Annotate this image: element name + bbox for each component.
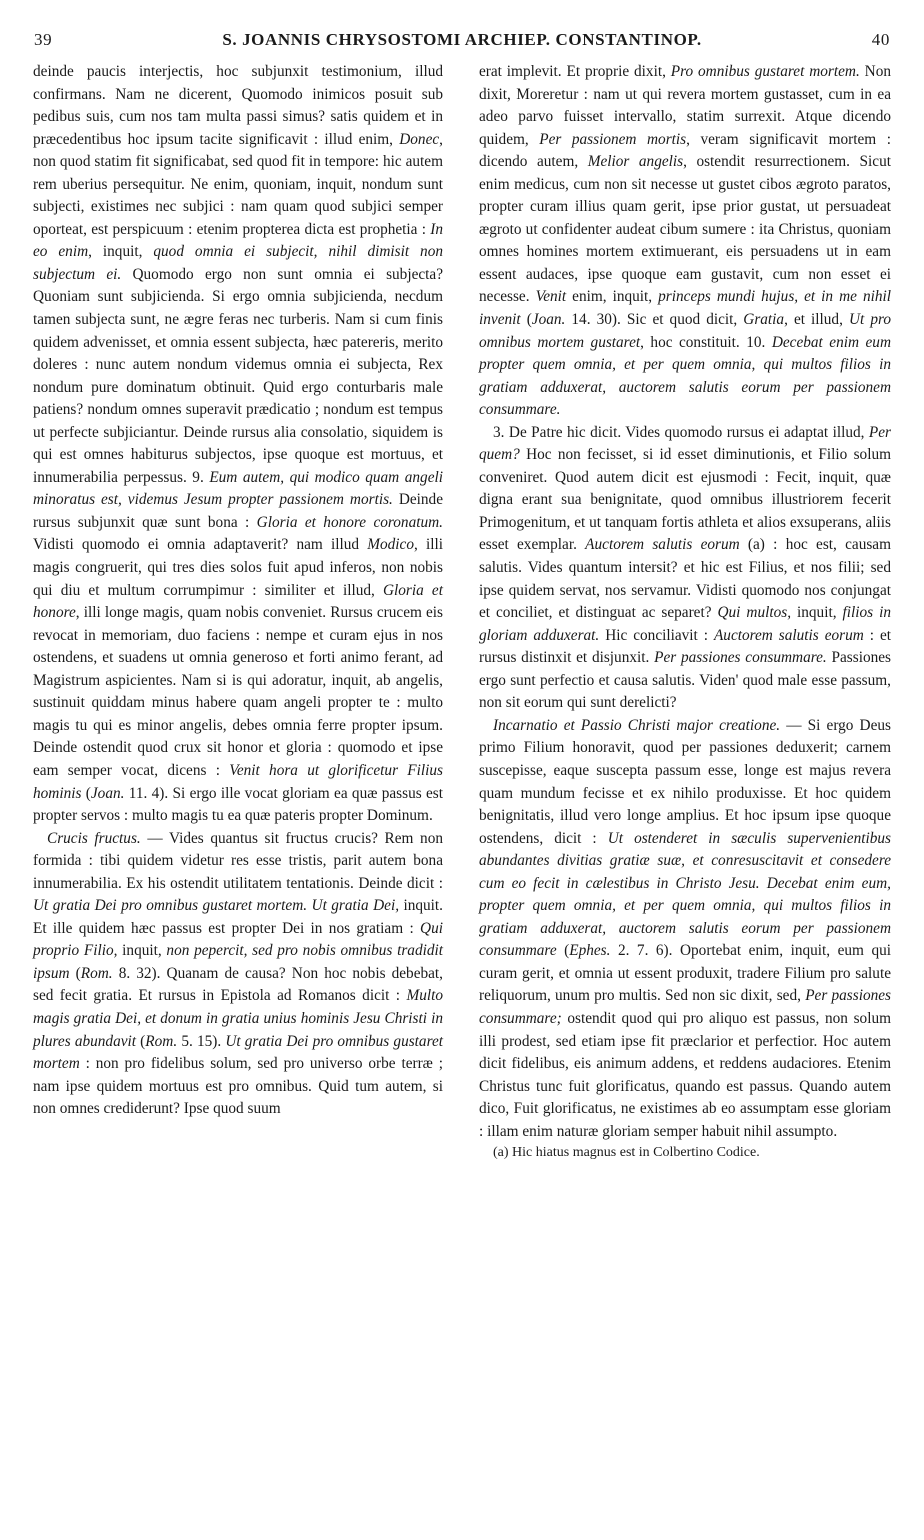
body-text: : et rursus distinxit et disjunxit. xyxy=(479,626,891,667)
body-text: , veram significavit mortem : dicendo autem, xyxy=(479,130,891,171)
body-text: , et illud, xyxy=(784,311,849,329)
body-text: ( xyxy=(81,784,91,802)
body-text: ( xyxy=(136,1032,146,1050)
body-text: inquit, xyxy=(117,942,167,960)
body-text: ( xyxy=(556,942,570,960)
italic-text: Gloria et honore coronatum. xyxy=(256,513,443,531)
paragraph xyxy=(479,715,891,1143)
body-text: Vidisti quomodo ei omnia adaptaverit? nam illud xyxy=(33,536,368,554)
paragraph xyxy=(33,61,443,828)
italic-text: Auctorem salutis eorum xyxy=(585,536,740,554)
italic-text: Donec xyxy=(399,130,440,148)
italic-text: Qui multos, xyxy=(717,604,792,622)
body-text: erat implevit. Et proprie dixit, xyxy=(479,63,671,80)
body-text: enim, inquit, xyxy=(566,288,659,306)
footnote: (a) Hic hiatus magnus est in Colbertino Codice. xyxy=(493,1145,760,1161)
italic-text: Modico xyxy=(367,536,414,554)
body-text: — Si ergo Deus primo Filium honoravit, quod per passiones deduxerit; carnem suscepisse, eaque suscepta passum esse, longe est majus revera quam mundum fecisse et ex nihilo produxisse. Et hoc quidem benignitatis, illud vero longe amplius. Et hoc ipsum ipse quoque ostendens, dicit : xyxy=(479,716,891,847)
body-text: Non dixit, Moreretur : nam ut qui revera mortem gustasset, cum in ea adeo parvo fuisset intervallo, statim surrexit. Atque dicendo quidem, xyxy=(479,63,892,148)
italic-text: Multo magis gratia Dei, et donum in gratia unius hominis Jesu Christi in plures abundavit xyxy=(33,987,443,1050)
body-text: 8. 32). Quanam de causa? Non hoc nobis debebat, sed fecit gratia. Et rursus in Epistola ad Romanos dicit : xyxy=(33,964,444,1005)
italic-text: Joan. xyxy=(531,311,566,329)
italic-text: Incarnatio et Passio Christi major creatione. xyxy=(493,716,781,734)
italic-text: filios in gloriam adduxerat. xyxy=(479,604,891,644)
italic-text: Rom. xyxy=(145,1032,178,1050)
body-text: ostendit quod qui pro aliquo est passus, non solum illi prodest, sed etiam ipse fit præclarior et perfectior. Hoc autem dicit fidelibus, eis animum addens, et reddens audaciores. Etenim Christus tunc fuit glorificatus, quando est passus. Quando autem dico, Fuit glorificatus, ne existimes ab eo assumptam esse gloriam : illam enim naturæ gloriam semper habuit nihil assumpto. xyxy=(479,1009,891,1140)
italic-text: Per quem? xyxy=(479,423,891,464)
italic-text: Melior angelis xyxy=(587,153,684,171)
body-text: Passiones ergo sunt perfectio et causa salutis. Viden' quod male esse passum, non sit eorum qui sunt derelicti? xyxy=(479,649,892,712)
left-column xyxy=(33,61,443,1121)
page-number-left: 39 xyxy=(34,30,53,49)
body-text: 14. 30). Sic et quod dicit, xyxy=(565,311,744,329)
body-text: : non pro fidelibus solum, sed pro universo orbe terræ ; nam ipse quidem mortuus est pro omnibus. Quid tum autem, si non omnes crediderunt? Ipse quod suum xyxy=(33,1055,443,1118)
italic-text: Venit xyxy=(535,288,567,306)
paragraph xyxy=(33,828,443,1121)
italic-text: non pepercit, sed pro nobis omnibus tradidit ipsum xyxy=(33,942,443,982)
body-text: 3. De Patre hic dicit. Vides quomodo rursus ei adaptat illud, xyxy=(493,423,869,441)
paragraph xyxy=(479,61,891,422)
italic-text: Qui proprio Filio, xyxy=(33,919,443,960)
body-text: , inquit, xyxy=(88,243,154,261)
running-title: S. JOANNIS CHRYSOSTOMI ARCHIEP. CONSTANTINOP. xyxy=(222,30,702,49)
italic-text: quod omnia ei subjecit, nihil dimisit non subjectum ei. xyxy=(33,243,443,283)
page-header xyxy=(34,30,890,56)
italic-text: Ephes. xyxy=(569,942,611,960)
italic-text: princeps mundi hujus, et in me nihil invenit xyxy=(479,288,891,329)
page-number-right: 40 xyxy=(871,30,890,49)
body-text: — Vides quantus sit fructus crucis? Rem non formida : tibi quidem videtur res esse tristis, parit autem bona innumerabilia. Ex his ostendit utilitatem tentationis. Deinde dicit : xyxy=(33,829,443,892)
italic-text: Auctorem salutis eorum xyxy=(713,626,864,644)
body-text: , illi longe magis, quam nobis conveniet. Rursus crucem eis revocat in memoriam, duo faciens : nempe et curam ejus in nos ostendens, et suadens ut omnia generoso et forti animo ferant, ad Magistrum aspicientes. Nam si is qui adoratur, inquit, ab angelis, sustinuit quiddam minus habere quam angeli propter te : multo magis tu qui es minor angelis, debes omnia ferre propter ipsum. Deinde ostendit quod crux sit honor et gloria : quomodo et ipse eam semper vocat, dicens : xyxy=(33,604,443,779)
right-column xyxy=(479,61,891,1163)
body-text: Quomodo ergo non sunt omnia ei subjecta? Quoniam sunt subjicienda. Si ergo omnia subjicienda, necdum tamen subjecta sunt, ne ægre feras nec turberis. Nam si cum finis quidem advenisset, et omnia essent subjecta, hæc patereris, merito doleres : nunc autem nondum videmus omnia ei subjecta, Rex nondum pure dominatum obtinuit. Quid ergo conturbaris male patiens? nondum omnes superavit prædicatio ; nondum est tempus ut perfecte subjiciantur. Deinde rursus alia consolatio, siquidem is qui est omnes habiturus subjectos, ipse quoque est mortuus, et innumerabilia perpessus. 9. xyxy=(33,265,443,486)
italic-text: Rom. xyxy=(80,964,113,982)
body-text: 5. 15). xyxy=(177,1032,226,1050)
italic-text: Venit hora ut glorificetur Filius hominis xyxy=(33,761,443,802)
italic-text: Pro omnibus gustaret mortem. xyxy=(670,63,860,80)
italic-text: Gratia xyxy=(743,311,785,329)
body-text: , ostendit resurrectionem. Sicut enim medicus, cum non sit necesse ut gustet cibos ægroto paratos, propter curam illius quam gerit, ipse prior gustat, ut persuadeat ægroto ut confidenter audeat cibum sumere : ita Christus, quoniam omnes homines mortem extimuerant, eis persuadens ut in eam essent audaces, ipse quoque eam gustavit, cum non esset ei necesse. xyxy=(479,153,891,306)
body-text: , illi magis congruerit, qui tres dies solos fuit apud inferos, non nobis qui diu et multum corrumpimur : similiter et illud, xyxy=(33,536,443,599)
body-text: ( xyxy=(69,964,81,982)
italic-text: Ut gratia Dei pro omnibus gustaret mortem xyxy=(33,1032,443,1073)
body-text: ( xyxy=(520,311,532,329)
body-text: , hoc constituit. 10. xyxy=(640,333,772,351)
body-text: inquit, xyxy=(791,604,843,622)
italic-text: Per passiones consummare; xyxy=(479,987,891,1027)
italic-text: Decebat enim eum propter quem omnia, et per quem omnia, qui multos filios in gratiam adduxerat, auctorem salutis eorum per passionem consummare. xyxy=(479,333,891,419)
italic-text: Eum autem, qui modico quam angeli minoratus est, videmus Jesum propter passionem mortis. xyxy=(33,468,443,509)
italic-text: Joan. xyxy=(90,784,125,802)
italic-text: Ut pro omnibus mortem gustaret xyxy=(479,311,891,351)
body-text: , non quod statim fit significabat, sed quod fit in tempore: hic autem rem uberius persequitur. Ne enim, quoniam, inquit, nondum sunt subjecti, existimes nec subjici : nam quam quod subjici semper oporteat, est perspicuum : etenim propterea dicta est prophetia : xyxy=(33,130,443,238)
italic-text: Crucis fructus. xyxy=(47,829,141,847)
italic-text: Per passionem mortis xyxy=(539,130,687,148)
italic-text: Ut gratia Dei pro omnibus gustaret mortem. Ut gratia Dei, xyxy=(33,897,400,915)
italic-text: Per passiones consummare. xyxy=(654,649,827,667)
body-text: 2. 7. 6). Oportebat enim, inquit, eum qui curam gerit, et omnia ut essent produxit, tradere Filium pro salute reliquorum, unum pro multis. Sed non sic dixit, sed, xyxy=(479,942,891,1005)
italic-text: Ut ostenderet in sæculis supervenientibus abundantes divitias gratiæ suæ, et conresuscitavit et consedere cum eo fecit in cælestibus in Christo Jesu. Decebat enim eum, propter quem omnia, et per quem omnia, qui multos filios in gratiam adduxerat, auctorem salutis eorum per passionem consummare xyxy=(479,829,891,960)
body-text: inquit. Et ille quidem hæc passus est propter Dei in nos gratiam : xyxy=(33,897,443,937)
body-text: Deinde rursus subjunxit quæ sunt bona : xyxy=(33,491,443,531)
body-text: Hoc non fecisset, si id esset diminutionis, et Filio solum conveniret. Quod autem dicit est ejusmodi : Fecit, inquit, quæ digna erant sua benignitate, quod omnibus illustriorem fecerit Primogenitum, et ut tanquam fortis athleta et alios exsuperans, aliis esset exemplar. xyxy=(479,446,891,554)
body-text: (a) : hoc est, causam salutis. Vides quantum intersit? et hic est Filius, et nos filii; sed ipse quidem servat, nos servamur. Vidisti quomodo nos conjungat et conciliet, et distinguat ac separet? xyxy=(479,536,891,622)
body-text: deinde paucis interjectis, hoc subjunxit testimonium, illud confirmans. Nam ne dicerent, Quomodo inimicos posuit sub pedibus suis, cum nos tam multa passi simus? satis quidem et in præcedentibus hoc ipsum tacite significavit : illud enim, xyxy=(33,63,443,148)
paragraph xyxy=(479,422,891,715)
italic-text: In eo enim xyxy=(33,220,443,261)
body-text: Hic conciliavit : xyxy=(599,626,714,644)
body-text: 11. 4). Si ergo ille vocat gloriam ea quæ passus est propter servos : multo magis tu ea quæ pateris propter Dominum. xyxy=(33,784,444,825)
italic-text: Gloria et honore xyxy=(33,581,443,622)
